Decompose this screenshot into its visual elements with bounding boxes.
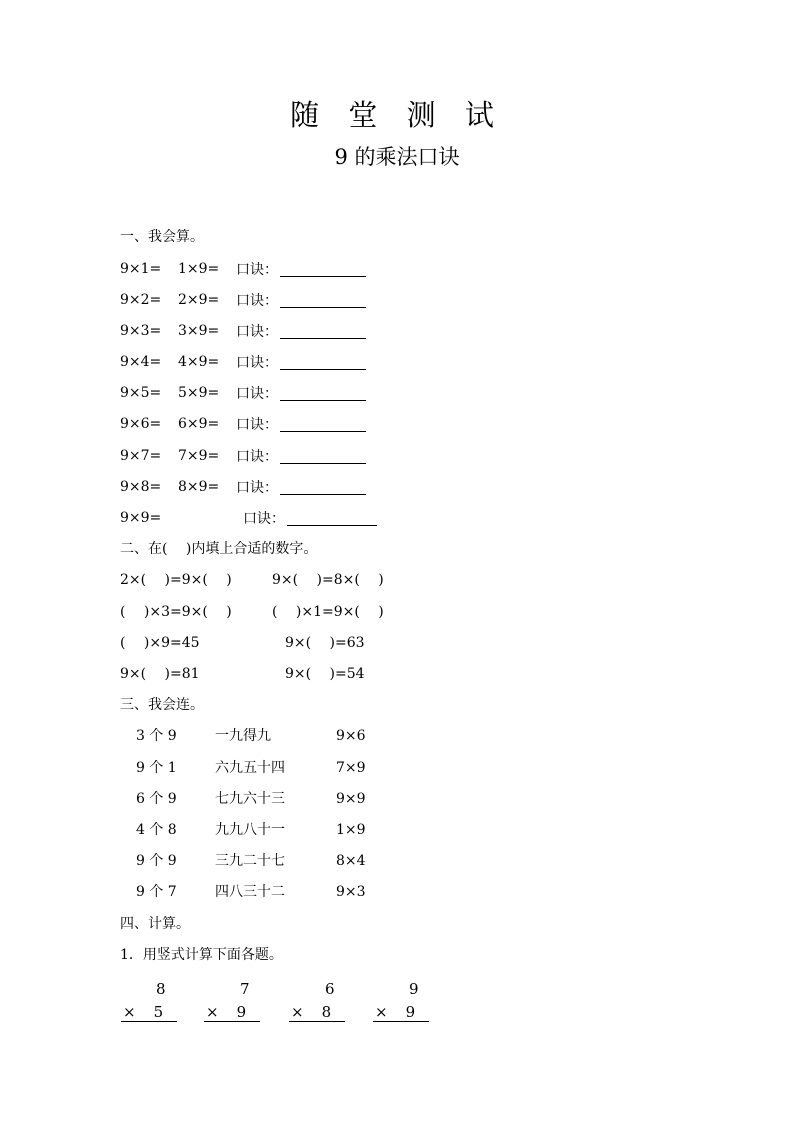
koujue-field[interactable] [236, 355, 366, 370]
match-item-right[interactable]: 1×9 [336, 822, 366, 838]
section4-heading: 四、计算。 [120, 916, 190, 932]
vertical-bottom-number: 8 [321, 1003, 332, 1021]
answer-blank[interactable] [280, 262, 366, 277]
calc-a: 9×3= [120, 323, 162, 339]
fill-equation[interactable]: 9×( )=63 [285, 635, 365, 651]
vertical-bottom-number: 9 [405, 1003, 416, 1021]
koujue-field[interactable] [243, 511, 377, 526]
page-subtitle: 9 的乘法口诀 [334, 145, 460, 169]
match-item-right[interactable]: 9×6 [336, 728, 366, 744]
fill-equation[interactable]: ( )×1=9×( ) [272, 604, 384, 620]
vertical-multiply-row [204, 1005, 260, 1022]
calc-a: 9×2= [120, 292, 162, 308]
answer-blank[interactable] [280, 355, 366, 370]
match-item-left[interactable]: 3 个 9 [136, 728, 177, 744]
koujue-label: 口诀： [236, 324, 278, 340]
calc-a: 9×8= [120, 479, 162, 495]
section4-instruction: 1．用竖式计算下面各题。 [120, 947, 283, 963]
calc-b: 5×9= [178, 385, 220, 401]
match-item-right[interactable]: 9×9 [336, 791, 366, 807]
calc-a: 9×6= [120, 416, 162, 432]
match-item-right[interactable]: 8×4 [336, 853, 366, 869]
calc-b: 7×9= [178, 448, 220, 464]
vertical-multiply-row [289, 1005, 345, 1022]
calc-b: 2×9= [178, 292, 220, 308]
koujue-field[interactable] [236, 293, 366, 308]
match-item-middle[interactable]: 三九二十七 [215, 853, 285, 869]
vertical-bottom-number: 5 [153, 1003, 164, 1021]
fill-equation[interactable]: ( )×3=9×( ) [120, 604, 232, 620]
koujue-field[interactable] [236, 449, 366, 464]
calc-b: 6×9= [178, 416, 220, 432]
calc-b: 8×9= [178, 479, 220, 495]
koujue-field[interactable] [236, 386, 366, 401]
koujue-label: 口诀： [236, 262, 278, 278]
calc-b: 1×9= [178, 261, 220, 277]
vertical-top-number: 6 [325, 980, 335, 998]
koujue-field[interactable] [236, 324, 366, 339]
koujue-field[interactable] [236, 480, 366, 495]
vertical-top-number: 7 [240, 980, 250, 998]
match-item-middle[interactable]: 七九六十三 [215, 791, 285, 807]
page-title: 随 堂 测 试 [290, 98, 504, 132]
match-item-left[interactable]: 9 个 9 [136, 853, 177, 869]
koujue-field[interactable] [236, 262, 366, 277]
calc-b: 4×9= [178, 354, 220, 370]
match-item-middle[interactable]: 一九得九 [215, 728, 271, 744]
fill-equation[interactable]: 9×( )=8×( ) [272, 572, 384, 588]
koujue-label: 口诀： [236, 449, 278, 465]
koujue-label: 口诀： [236, 293, 278, 309]
koujue-field[interactable] [236, 417, 366, 432]
match-item-middle[interactable]: 六九五十四 [215, 760, 285, 776]
calc-a: 9×4= [120, 354, 162, 370]
calc-a: 9×5= [120, 385, 162, 401]
answer-blank[interactable] [280, 449, 366, 464]
vertical-multiply-row [121, 1005, 177, 1022]
match-item-left[interactable]: 9 个 1 [136, 760, 177, 776]
answer-blank[interactable] [280, 386, 366, 401]
vertical-top-number: 8 [156, 980, 166, 998]
fill-equation[interactable]: 2×( )=9×( ) [120, 572, 232, 588]
koujue-label: 口诀： [236, 386, 278, 402]
answer-blank[interactable] [280, 480, 366, 495]
times-sign: × [375, 1003, 388, 1021]
section3-heading: 三、我会连。 [120, 697, 204, 713]
match-item-middle[interactable]: 四八三十二 [215, 884, 285, 900]
koujue-label: 口诀： [236, 480, 278, 496]
match-item-left[interactable]: 4 个 8 [136, 822, 177, 838]
section1-heading: 一、我会算。 [120, 229, 204, 245]
calc-a: 9×9= [120, 510, 162, 526]
vertical-bottom-number: 9 [236, 1003, 247, 1021]
fill-equation[interactable]: ( )×9=45 [120, 635, 200, 651]
match-item-left[interactable]: 9 个 7 [136, 884, 177, 900]
koujue-label: 口诀： [236, 417, 278, 433]
section2-heading: 二、在( )内填上合适的数字。 [120, 541, 318, 557]
match-item-right[interactable]: 7×9 [336, 760, 366, 776]
times-sign: × [206, 1003, 219, 1021]
vertical-multiply-row [373, 1005, 429, 1022]
calc-a: 9×7= [120, 448, 162, 464]
answer-blank[interactable] [287, 511, 377, 526]
fill-equation[interactable]: 9×( )=81 [120, 666, 200, 682]
calc-a: 9×1= [120, 261, 162, 277]
calc-b: 3×9= [178, 323, 220, 339]
match-item-right[interactable]: 9×3 [336, 884, 366, 900]
times-sign: × [291, 1003, 304, 1021]
koujue-label: 口诀： [236, 355, 278, 371]
answer-blank[interactable] [280, 293, 366, 308]
koujue-label: 口诀： [243, 511, 285, 527]
answer-blank[interactable] [280, 324, 366, 339]
fill-equation[interactable]: 9×( )=54 [285, 666, 365, 682]
match-item-left[interactable]: 6 个 9 [136, 791, 177, 807]
match-item-middle[interactable]: 九九八十一 [215, 822, 285, 838]
vertical-top-number: 9 [409, 980, 419, 998]
times-sign: × [123, 1003, 136, 1021]
answer-blank[interactable] [280, 417, 366, 432]
